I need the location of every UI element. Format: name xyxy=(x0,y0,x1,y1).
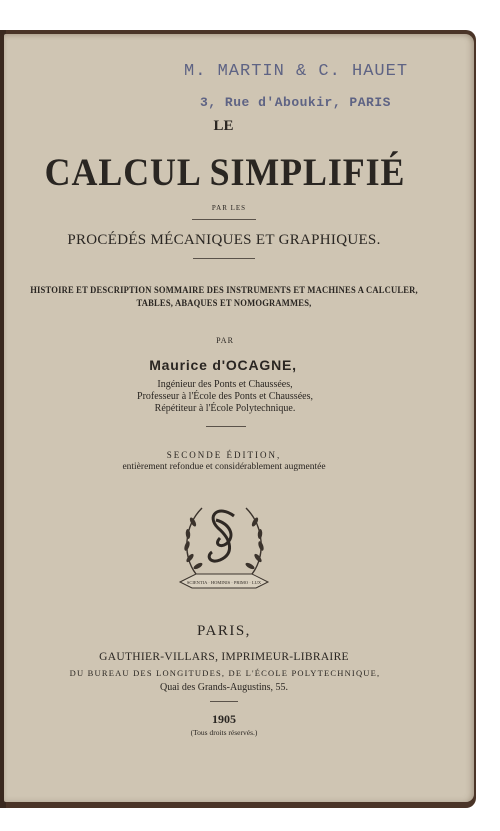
author-qualification: Ingénieur des Ponts et Chaussées, xyxy=(157,379,293,390)
imprint-publisher: GAUTHIER-VILLARS, IMPRIMEUR-LIBRAIRE xyxy=(99,651,349,663)
owner-stamp-address: 3, Rue d'Aboukir, PARIS xyxy=(200,95,391,110)
divider-rule xyxy=(210,701,238,702)
edition-note: entièrement refondue et considérablement augmentée xyxy=(122,462,326,472)
emblem-motto: SCIENTIA · HOMINIS · PRIMO · LUX xyxy=(186,580,262,585)
title-article: LE xyxy=(213,118,234,134)
imprint-city: PARIS, xyxy=(197,623,251,639)
divider-rule xyxy=(193,258,255,259)
owner-stamp-name: M. MARTIN & C. HAUET xyxy=(184,62,409,81)
edition-label: SECONDE ÉDITION, xyxy=(166,450,282,460)
book-subtitle: PROCÉDÉS MÉCANIQUES ET GRAPHIQUES. xyxy=(67,232,381,248)
divider-rule xyxy=(192,219,256,220)
publication-year: 1905 xyxy=(212,712,236,726)
description-line: TABLES, ABAQUES ET NOMOGRAMMES, xyxy=(136,298,312,308)
book-title: CALCUL SIMPLIFIÉ xyxy=(44,151,406,194)
title-connector: PAR LES xyxy=(211,204,247,212)
imprint-address: Quai des Grands-Augustins, 55. xyxy=(159,682,289,693)
author-name: Maurice d'OCAGNE, xyxy=(149,357,297,373)
description-line: HISTOIRE ET DESCRIPTION SOMMAIRE DES INSTRUMENTS ET MACHINES A CALCULER, xyxy=(30,285,418,295)
imprint-bureau: DU BUREAU DES LONGITUDES, DE L'ÉCOLE POLYTECHNIQUE, xyxy=(69,668,381,678)
author-qualification: Répétiteur à l'École Polytechnique. xyxy=(154,403,296,414)
divider-rule xyxy=(206,426,246,427)
author-qualification: Professeur à l'École des Ponts et Chaussées, xyxy=(137,391,313,402)
author-by: PAR xyxy=(216,336,234,345)
rights-notice: (Tous droits réservés.) xyxy=(190,728,258,737)
publisher-emblem-icon xyxy=(176,496,272,596)
